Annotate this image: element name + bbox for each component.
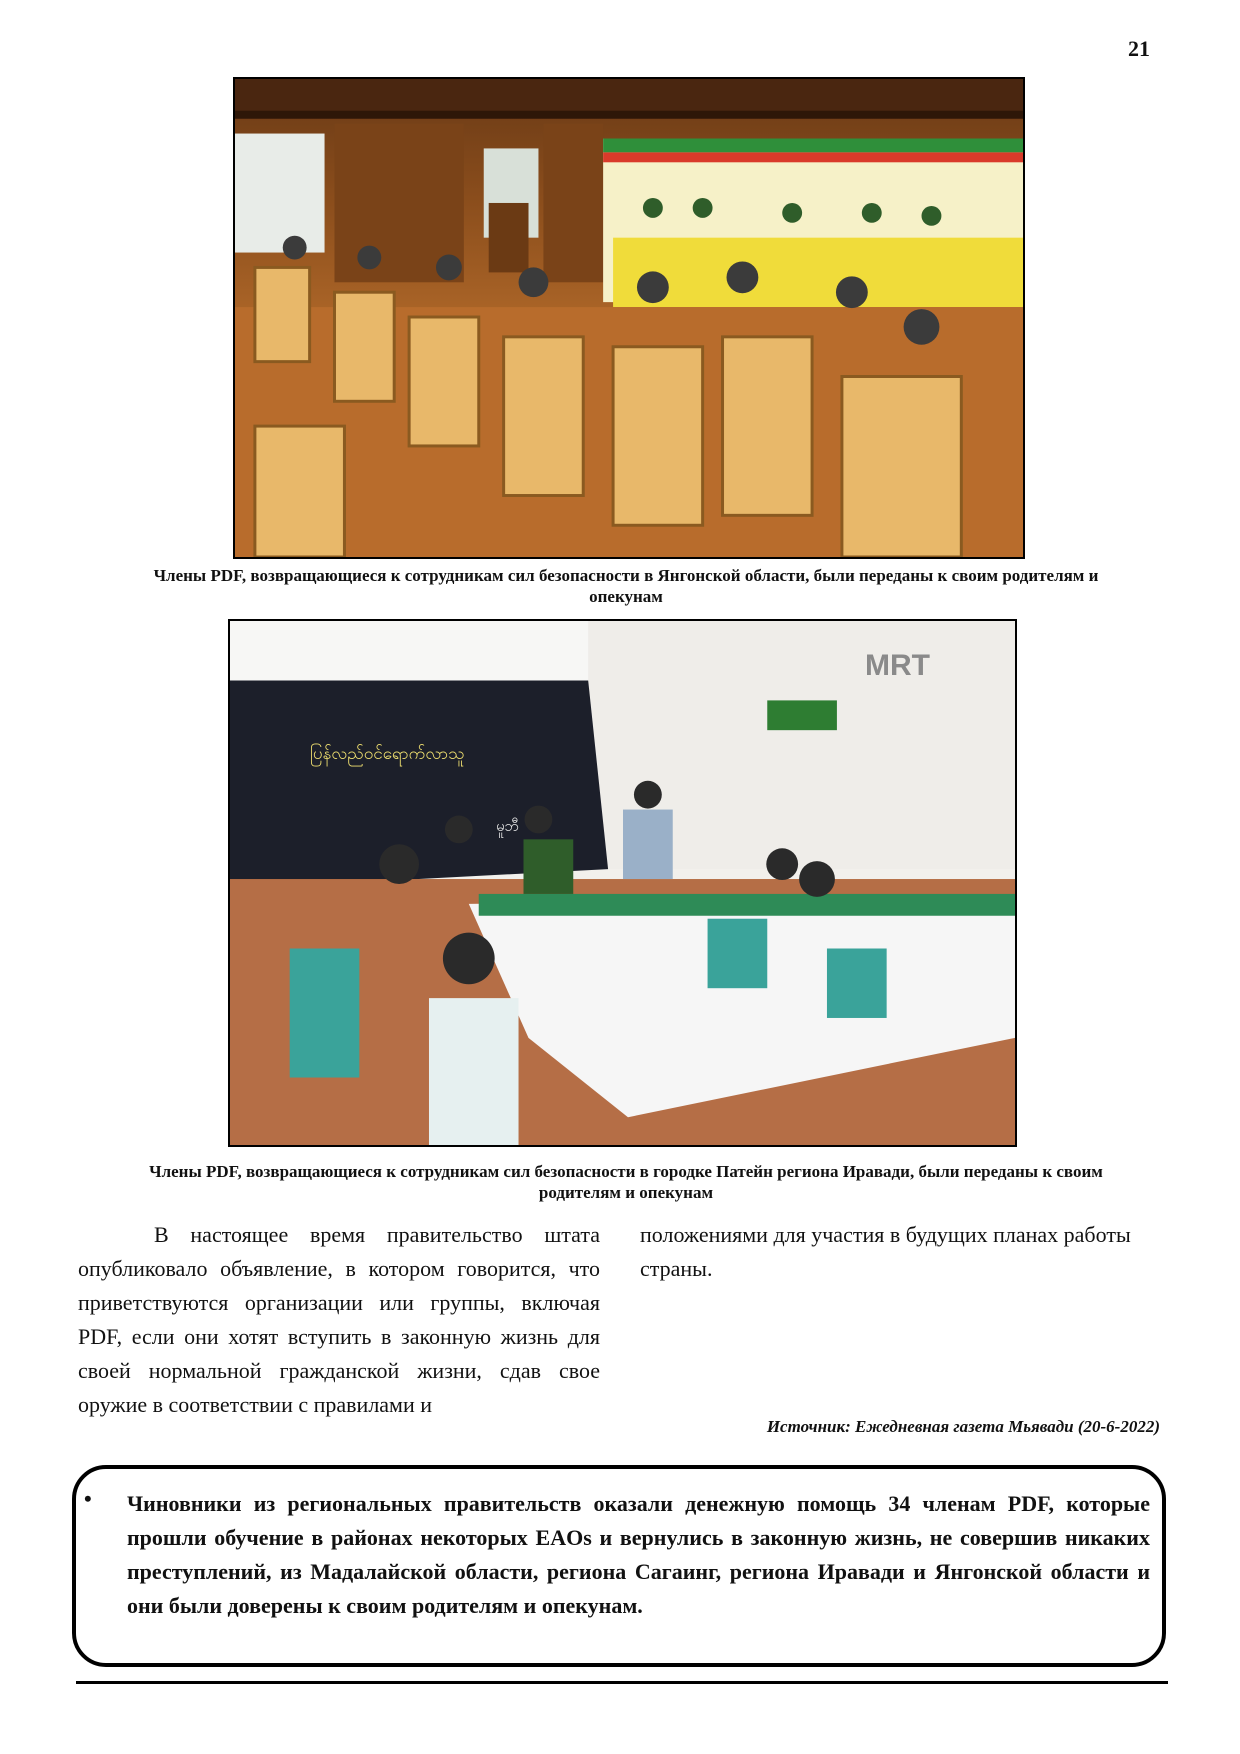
bottom-rule (76, 1681, 1168, 1684)
bullet-icon: • (84, 1486, 92, 1511)
photo-caption: Члены PDF, возвращающиеся к сотрудникам сил безопасности в городке Патейн региона Иравади, были переданы к своим родителям и опекунам (149, 1162, 1103, 1202)
photo-caption: Члены PDF, возвращающиеся к сотрудникам сил безопасности в Янгонской области, были переданы к своим родителям и опекунам (153, 566, 1099, 606)
mrt-watermark: MRT (865, 649, 930, 682)
body-paragraph-right: положениями для участия в будущих планах работы страны. (640, 1222, 1131, 1281)
highlight-text: Чиновники из региональных правительств оказали денежную помощь 34 членам PDF, которые прошли обучение в районах некоторых EAOs и вернулись в законную жизнь, не совершив никаких преступлений, из Мадалайской области, региона Сагаинг, региона Иравади и Янгонской области и они были доверены к своим родителям и опекунам. (127, 1491, 1150, 1618)
ceremony-hall-photo (233, 77, 1025, 559)
meeting-room-photo (228, 619, 1017, 1147)
body-paragraph-left: В настоящее время правительство штата опубликовало объявление, в котором говорится, что приветствуются организации или группы, включая PDF, если они хотят вступить в законную жизнь для своей нормальной гражданской жизни, сдав свое оружие в соответствии с правилами и (78, 1222, 600, 1417)
stage-podium-text: မူဘီ (496, 817, 520, 835)
page-number: 21 (1128, 36, 1150, 61)
stage-banner-text: ပြန်လည်ဝင်ရောက်လာသူ (310, 744, 465, 764)
source-citation: Источник: Ежедневная газета Мьявади (20-6-2022) (766, 1417, 1160, 1436)
